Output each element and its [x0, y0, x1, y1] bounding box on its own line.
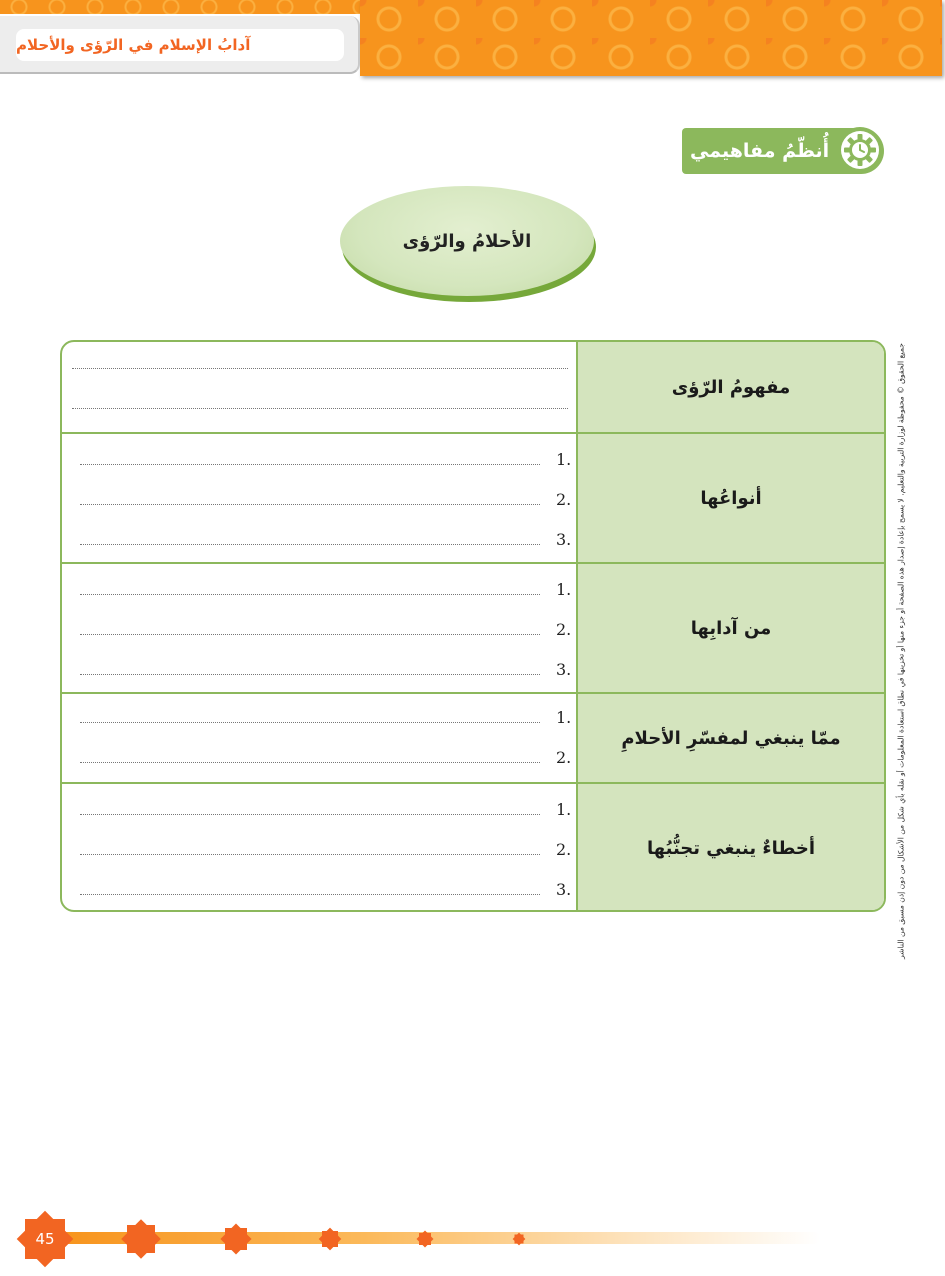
row-label: من آدابِها [576, 564, 884, 692]
answer-line[interactable] [80, 894, 540, 895]
item-number: 2. [556, 840, 572, 859]
item-number: 3. [556, 880, 572, 899]
star-icon [416, 1230, 434, 1248]
answer-line[interactable] [80, 504, 540, 505]
copyright-notice [896, 296, 906, 1006]
answer-line[interactable] [80, 762, 540, 763]
star-icon [220, 1223, 252, 1255]
row-label: أنواعُها [576, 434, 884, 562]
concept-organizer-table [60, 340, 886, 912]
item-number: 3. [556, 660, 572, 679]
answer-line[interactable] [80, 814, 540, 815]
item-number: 1. [556, 450, 572, 469]
copyright-text: جميع الحقوق © محفوظة لوزارة التربية والتعليم. لا يسمح بإعادة إصدار هذه الصفحة أو جزء منها أو تخزينها في نطاق استعادة المعلومات أو نقله بأي شكل من الأشكال من دون إذن مسبق من الناشر [896, 343, 906, 959]
star-icon [512, 1232, 526, 1246]
chapter-title-box [16, 29, 344, 61]
chapter-title: آدابُ الإسلام في الرّؤى والأحلام [16, 36, 251, 54]
star-icon [120, 1218, 162, 1260]
item-number: 2. [556, 620, 572, 639]
table-row [62, 692, 884, 782]
table-row [62, 782, 884, 912]
gear-clock-icon [836, 126, 884, 174]
section-label: أُنظّمُ مفاهيمي [690, 140, 830, 162]
answer-line[interactable] [80, 634, 540, 635]
item-number: 1. [556, 580, 572, 599]
star-icon [318, 1227, 342, 1251]
answer-line[interactable] [80, 722, 540, 723]
table-row [62, 342, 884, 432]
answer-line[interactable] [80, 594, 540, 595]
row-label: مفهومُ الرّؤى [576, 342, 884, 432]
answer-line[interactable] [72, 408, 568, 409]
page-number: 45 [35, 1230, 55, 1248]
answer-line[interactable] [80, 854, 540, 855]
answer-area [62, 564, 576, 692]
header-decoration [360, 0, 942, 76]
concept-title: الأحلامُ والرّؤى [402, 230, 532, 252]
row-label: أخطاءٌ ينبغي تجنُّبُها [576, 784, 884, 912]
answer-area [62, 694, 576, 782]
table-row [62, 432, 884, 562]
item-number: 1. [556, 800, 572, 819]
header-pattern-strip [0, 0, 360, 14]
answer-area [62, 784, 576, 912]
footer-bar [60, 1232, 820, 1244]
table-row [62, 562, 884, 692]
answer-area [62, 342, 576, 432]
item-number: 1. [556, 708, 572, 727]
concept-ellipse [340, 186, 594, 296]
answer-area [62, 434, 576, 562]
row-label: ممّا ينبغي لمفسّرِ الأحلامِ [576, 694, 884, 782]
answer-line[interactable] [80, 674, 540, 675]
answer-line[interactable] [72, 368, 568, 369]
answer-line[interactable] [80, 544, 540, 545]
item-number: 2. [556, 490, 572, 509]
item-number: 3. [556, 530, 572, 549]
answer-line[interactable] [80, 464, 540, 465]
item-number: 2. [556, 748, 572, 767]
